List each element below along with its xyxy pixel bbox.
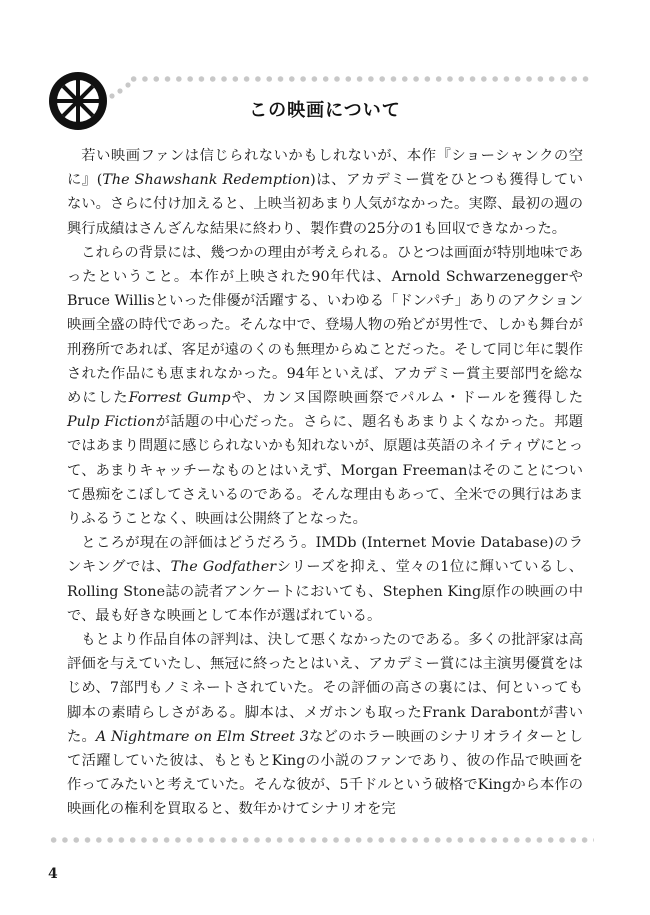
dotted-rule-bottom <box>48 837 594 843</box>
page-number: 4 <box>48 866 58 882</box>
italic-title: A Nightmare on Elm Street 3 <box>95 728 309 745</box>
dotted-rule-top <box>128 76 590 82</box>
body-paragraph <box>67 531 583 628</box>
body-paragraph <box>67 628 583 822</box>
text-run: もとより作品自体の評判は、決して悪くなかったのである。多くの批評家は高評価を与えていたし、無冠に終ったとはいえ、アカデミー賞には主演男優賞をはじめ、7部門もノミネートされていた。その評価の高さの裏には、何といっても脚本の素晴らしさがある。脚本は、メガホンも取ったFrank Darabontが書いた。 <box>67 632 583 745</box>
text-run: シリーズを抑え、堂々の1位に輝いているし、Rolling Stone誌の読者アンケートにおいても、Stephen King原作の映画の中で、最も好きな映画として本作が選ばれている。 <box>67 559 583 624</box>
text-run: が話題の中心だった。さらに、題名もあまりよくなかった。邦題ではあまり問題に感じられないかも知れないが、原題は英語のネイティヴにとって、あまりキャッチーなものとはいえず、Morgan Freemanはそのことについて愚痴をこぼしてさえいるのである。そんな理由もあって、全米での興行はあまりふるうことなく、映画は公開終了となった。 <box>67 414 583 528</box>
article-body <box>67 144 583 822</box>
text-run: 若い映画ファンは信じられないかもしれないが、本作『ショーシャンクの空に』( <box>67 148 583 189</box>
italic-title: Forrest Gump <box>128 390 231 407</box>
italic-title: The Shawshank Redemption <box>102 172 311 189</box>
text-run: ところが現在の評価はどうだろう。IMDb (Internet Movie Database)のランキングでは、 <box>67 535 583 576</box>
text-run: )は、アカデミー賞をひとつも獲得していない。さらに付け加えると、上映当初あまり人気がなかった。実際、最初の週の興行成績はさんざんな結果に終わり、製作費の25分の1も回収できなかった。 <box>67 172 583 237</box>
italic-title: Pulp Fiction <box>67 414 156 431</box>
body-paragraph <box>67 241 583 531</box>
text-run: これらの背景には、幾つかの理由が考えられる。ひとつは画面が特別地味であったということ。本作が上映された90年代は、Arnold SchwarzeneggerやBruce Willisといった俳優が活躍する、いわゆる「ドンパチ」ありのアクション映画全盛の時代であった。そんな中で、登場人物の殆どが男性で、しかも舞台が刑務所であれば、客足が遠のくのも無理からぬことだった。そして同じ年に製作された作品にも恵まれなかった。94年といえば、アカデミー賞主要部門を総なめにした <box>67 244 583 407</box>
italic-title: The Godfather <box>170 559 277 576</box>
page-header <box>0 0 650 150</box>
body-paragraph <box>67 144 583 241</box>
page-title: この映画について <box>249 100 401 121</box>
text-run: などのホラー映画のシナリオライターとして活躍していた彼は、もともとKingの小説のファンであり、彼の作品で映画を作ってみたいと考えていた。そんな彼が、5千ドルという破格でKingから本作の映画化の権利を買取ると、数年かけてシナリオを完 <box>67 728 583 818</box>
text-run: や、カンヌ国際映画祭でパルム・ドールを獲得した <box>230 390 583 407</box>
